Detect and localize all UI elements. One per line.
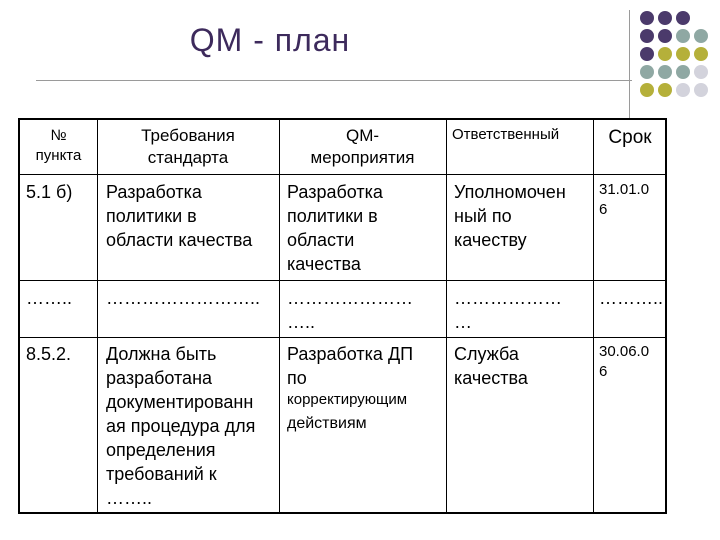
row-divider bbox=[20, 337, 665, 338]
decor-dot bbox=[658, 83, 672, 97]
slide-title: QM - план bbox=[189, 22, 351, 58]
row3-deadline: 30.06.0 6 bbox=[599, 343, 650, 380]
decor-dot bbox=[640, 83, 654, 97]
qm-plan-table bbox=[18, 118, 667, 514]
col-divider bbox=[593, 120, 594, 512]
row2-deadline: ……….. bbox=[599, 288, 664, 308]
decor-dot bbox=[658, 11, 672, 25]
row3-requirements: Должна быть разработана документированн ая процедура для определения требований к …….. bbox=[106, 344, 256, 508]
decor-dot-grid bbox=[640, 11, 720, 107]
row3-qm-measures-cont2: действиям bbox=[287, 415, 367, 432]
decor-dot bbox=[694, 29, 708, 43]
row1-deadline: 31.01.0 6 bbox=[599, 181, 650, 218]
row3-num: 8.5.2. bbox=[26, 344, 72, 364]
header-requirements: Требования стандарта bbox=[141, 126, 235, 167]
decor-dot bbox=[694, 47, 708, 61]
decor-dot bbox=[640, 11, 654, 25]
header-num: № пункта bbox=[35, 127, 82, 164]
decor-dot bbox=[676, 11, 690, 25]
row2-responsible: ……………… … bbox=[454, 288, 562, 332]
header-deadline: Срок bbox=[608, 127, 652, 148]
decor-dot bbox=[640, 29, 654, 43]
row2-num: …….. bbox=[26, 288, 73, 308]
row2-qm-measures: ………………… ….. bbox=[287, 288, 413, 332]
row3-qm-measures: Разработка ДП по bbox=[287, 344, 414, 388]
row1-requirements: Разработка политики в области качества bbox=[106, 182, 253, 250]
decor-dot bbox=[676, 29, 690, 43]
row2-requirements: …………………….. bbox=[106, 288, 261, 308]
decor-dot bbox=[658, 47, 672, 61]
col-divider bbox=[279, 120, 280, 512]
decor-dot bbox=[676, 83, 690, 97]
header-responsible: Ответственный bbox=[452, 126, 560, 143]
header-qm-measures: QM- мероприятия bbox=[310, 126, 415, 167]
decor-dot bbox=[658, 29, 672, 43]
decor-dot bbox=[694, 83, 708, 97]
decor-dot bbox=[676, 47, 690, 61]
decor-vertical-line bbox=[629, 10, 630, 118]
row1-responsible: Уполномочен ный по качеству bbox=[454, 182, 566, 250]
decor-dot bbox=[658, 65, 672, 79]
row3-qm-measures-cont: корректирующим bbox=[287, 391, 408, 408]
decor-dot bbox=[694, 65, 708, 79]
row1-qm-measures: Разработка политики в области качества bbox=[287, 182, 383, 274]
col-divider bbox=[446, 120, 447, 512]
row1-num: 5.1 б) bbox=[26, 182, 73, 202]
row-divider bbox=[20, 280, 665, 281]
row-divider bbox=[20, 174, 665, 175]
decor-dot bbox=[676, 65, 690, 79]
row3-responsible: Служба качества bbox=[454, 344, 528, 388]
decor-dot bbox=[640, 65, 654, 79]
col-divider bbox=[97, 120, 98, 512]
title-divider bbox=[36, 80, 632, 81]
decor-dot bbox=[640, 47, 654, 61]
